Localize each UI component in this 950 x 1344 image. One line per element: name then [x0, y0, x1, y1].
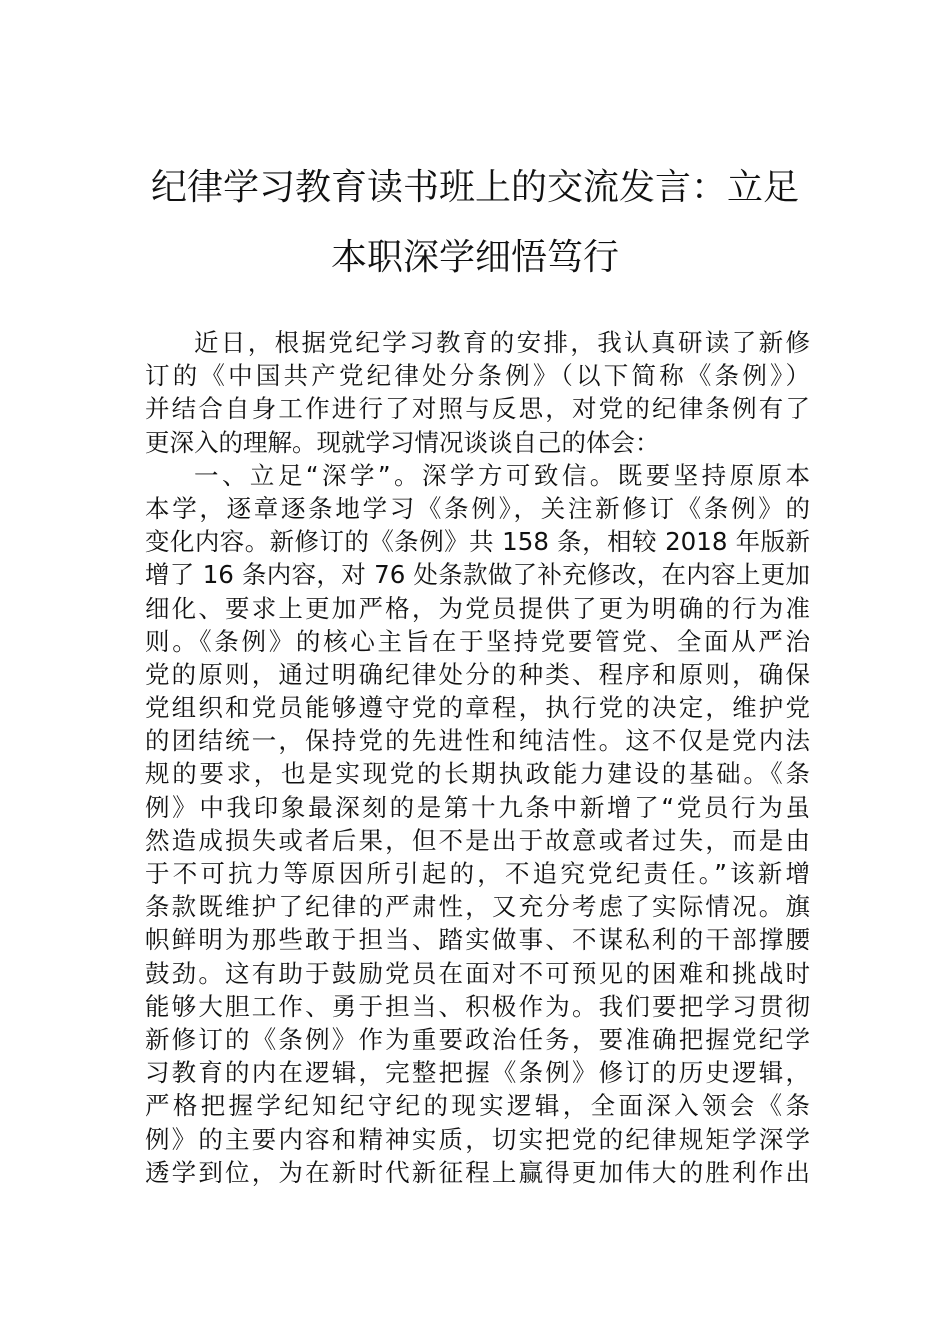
- paragraph-2-line-11: 例》中我印象最深刻的是第十九条中新增了“党员行为虽: [145, 792, 810, 822]
- paragraph-2-line-7: 党的原则，通过明确纪律处分的种类、程序和原则，确保: [145, 659, 810, 689]
- paragraph-2-line-18: 新修订的《条例》作为重要政治任务，要准确把握党纪学: [145, 1024, 810, 1054]
- paragraph-2-line-2: 本学，逐章逐条地学习《条例》，关注新修订《条例》的: [145, 493, 810, 523]
- paragraph-2-line-12: 然造成损失或者后果，但不是出于故意或者过失，而是由: [145, 825, 810, 855]
- paragraph-2-line-15: 帜鲜明为那些敢于担当、踏实做事、不谋私利的干部撑腰: [145, 925, 810, 955]
- paragraph-2-line-16: 鼓劲。这有助于鼓励党员在面对不可预见的困难和挑战时: [145, 958, 810, 988]
- paragraph-1-line-1: 近日，根据党纪学习教育的安排，我认真研读了新修: [194, 328, 810, 357]
- paragraph-2-line-8: 党组织和党员能够遵守党的章程，执行党的决定，维护党: [145, 693, 810, 723]
- paragraph-2-line-21: 例》的主要内容和精神实质，切实把党的纪律规矩学深学: [145, 1124, 810, 1154]
- paragraph-2-line-19: 习教育的内在逻辑，完整把握《条例》修订的历史逻辑，: [145, 1058, 810, 1088]
- paragraph-2-line-1: 一、立足“深学”。深学方可致信。既要坚持原原本: [194, 460, 810, 490]
- document-title-line-2: 本职深学细悟笃行: [330, 237, 619, 278]
- paragraph-2-line-17: 能够大胆工作、勇于担当、积极作为。我们要把学习贯彻: [145, 991, 810, 1021]
- paragraph-2-line-10: 规的要求，也是实现党的长期执政能力建设的基础。《条: [145, 759, 810, 789]
- paragraph-1-line-2: 订的《中国共产党纪律处分条例》（以下简称《条例》）: [145, 361, 810, 391]
- paragraph-2-line-14: 条款既维护了纪律的严肃性，又充分考虑了实际情况。旗: [145, 892, 810, 922]
- paragraph-1-line-4: 更深入的理解。现就学习情况谈谈自己的体会：: [145, 427, 660, 457]
- paragraph-2-line-6: 则。《条例》的核心主旨在于坚持党要管党、全面从严治: [145, 626, 810, 656]
- paragraph-2-line-13: 于不可抗力等原因所引起的，不追究党纪责任。”该新增: [145, 859, 810, 888]
- paragraph-2-line-3: 变化内容。新修订的《条例》共 158 条，相较 2018 年版新: [145, 527, 810, 557]
- paragraph-2-line-4: 增了 16 条内容，对 76 处条款做了补充修改，在内容上更加: [145, 560, 810, 590]
- paragraph-2-line-22: 透学到位，为在新时代新征程上赢得更加伟大的胜利作出: [145, 1157, 810, 1187]
- paragraph-2-line-9: 的团结统一，保持党的先进性和纯洁性。这不仅是党内法: [145, 726, 810, 756]
- document-body: [145, 326, 810, 1189]
- paragraph-1-line-3: 并结合自身工作进行了对照与反思，对党的纪律条例有了: [145, 394, 810, 424]
- document-title-line-1: 纪律学习教育读书班上的交流发言：立足: [150, 167, 799, 208]
- paragraph-2-line-20: 严格把握学纪知纪守纪的现实逻辑，全面深入领会《条: [145, 1091, 810, 1121]
- paragraph-2-line-5: 细化、要求上更加严格，为党员提供了更为明确的行为准: [145, 593, 810, 623]
